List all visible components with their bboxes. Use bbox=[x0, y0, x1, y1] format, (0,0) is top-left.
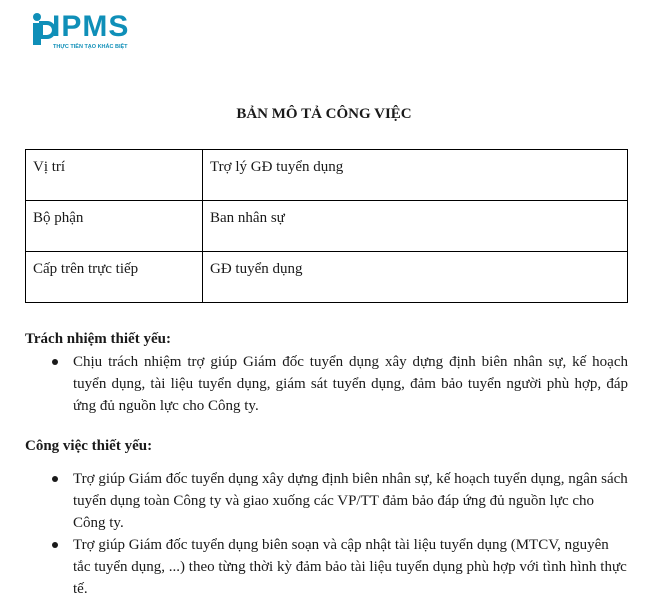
row-label-supervisor: Cấp trên trực tiếp bbox=[26, 252, 203, 303]
responsibilities-heading: Trách nhiệm thiết yếu: bbox=[25, 331, 171, 347]
document-title: BẢN MÔ TẢ CÔNG VIỆC bbox=[236, 106, 412, 122]
logo-figure-icon bbox=[28, 13, 54, 47]
responsibilities-list bbox=[25, 351, 628, 417]
table-row bbox=[26, 252, 628, 303]
list-item-text: Trợ giúp Giám đốc tuyển dụng xây dựng định biên nhân sự, kế hoạch tuyển dụng, ngân sách tuyển dụng toàn Công ty và giao xuống các VP/TT đảm bảo đáp ứng đủ nguồn lực cho Công ty. bbox=[73, 471, 628, 531]
table-row bbox=[26, 201, 628, 252]
row-value-position: Trợ lý GĐ tuyển dụng bbox=[203, 150, 628, 201]
list-item bbox=[25, 534, 628, 600]
row-label-department: Bộ phận bbox=[26, 201, 203, 252]
list-item bbox=[25, 468, 628, 534]
table-row bbox=[26, 150, 628, 201]
list-item-text: Trợ giúp Giám đốc tuyển dụng biên soạn và cập nhật tài liệu tuyển dụng (MTCV, nguyên tắc tuyển dụng, ...) theo từng thời kỳ đảm bảo tài liệu tuyển dụng phù hợp với tình hình thực tế. bbox=[73, 537, 627, 597]
duties-heading: Công việc thiết yếu: bbox=[25, 438, 153, 454]
bullet-icon bbox=[52, 542, 58, 548]
duties-list bbox=[25, 468, 628, 600]
list-item-text: Chịu trách nhiệm trợ giúp Giám đốc tuyển dụng xây dựng định biên nhân sự, kế hoạch tuyển dụng, tài liệu tuyển dụng, giám sát tuyển dụng, đảm bảo tuyển người phù hợp, đáp ứng đủ nguồn lực cho Công ty. bbox=[73, 354, 628, 414]
job-info-table bbox=[25, 149, 628, 303]
logo-tagline: THỰC TIỄN TẠO KHÁC BIỆT bbox=[53, 44, 128, 50]
row-label-position: Vị trí bbox=[26, 150, 203, 201]
logo-wordmark: IPMS bbox=[52, 10, 130, 43]
row-value-supervisor: GĐ tuyển dụng bbox=[203, 252, 628, 303]
bullet-icon bbox=[52, 476, 58, 482]
bullet-icon bbox=[52, 359, 58, 365]
row-value-department: Ban nhân sự bbox=[203, 201, 628, 252]
list-item bbox=[25, 351, 628, 417]
